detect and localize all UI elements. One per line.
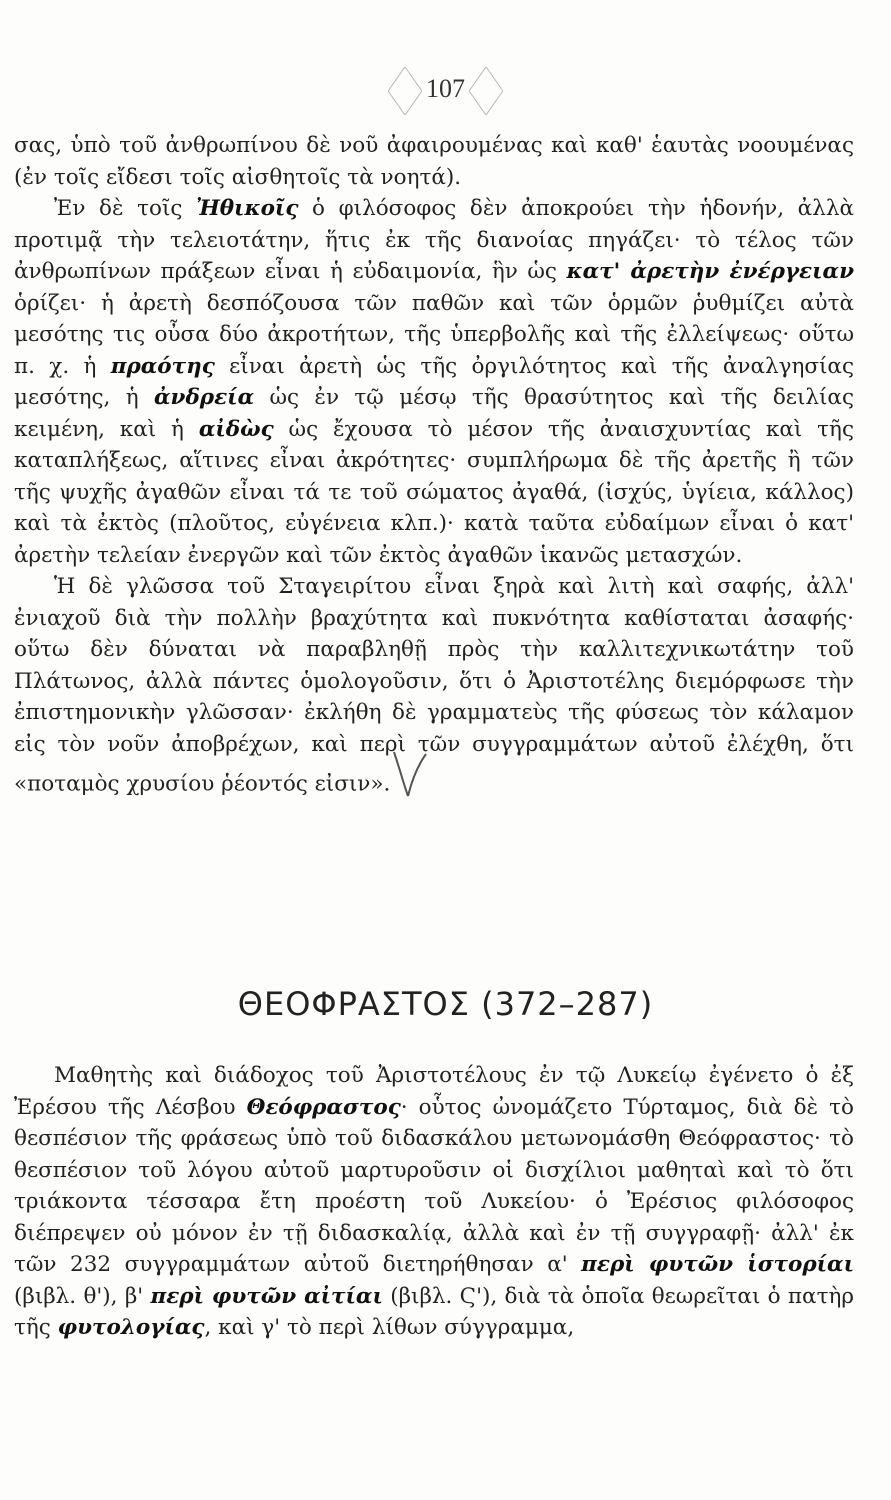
term-gentleness: πραότης [110,353,215,379]
page-number-text: 107 [426,74,465,103]
page-number [0,74,891,106]
term-modesty: αἰδὼς [198,416,274,442]
term-theophrastus: Θεόφραστος [246,1094,401,1120]
stamp-mark-right [469,66,504,116]
title-plant-history: περὶ φυτῶν ἱστορίαι [581,1252,854,1277]
paragraph-forms: σας, ὑπὸ τοῦ ἀνθρωπίνου δὲ νοῦ ἀφαιρουμένας καὶ καθ' ἑαυτὰς νοουμένας (ἐν τοῖς εἴδεσι τοῖς αἰσθητοῖς τὰ νοητά). [14,133,854,190]
term-courage: ἀνδρεία [154,385,255,410]
theophrastus-text [14,1060,854,1344]
paragraph-language: Ἡ δὲ γλῶσσα τοῦ Σταγειρίτου εἶναι ξηρὰ καὶ λιτὴ καὶ σαφής, ἀλλ' ἐνιαχοῦ διὰ τὴν πολλὴν βραχύτητα καὶ πυκνότητα καθίσταται ἀσαφής· οὕτω δὲν δύναται νὰ παραβληθῇ πρὸς τὴν καλλιτεχνικωτάτην τοῦ Πλάτωνος, ἀλλὰ πάντες ὁμολογοῦσιν, ὅτι ὁ Ἀριστοτέλης διεμόρφωσε τὴν ἐπιστημονικὴν γλῶσσαν· ἐκλήθη δὲ γραμματεὺς τῆς φύσεως τὸν κάλαμον εἰς τὸν νοῦν ἀποβρέχων, καὶ περὶ τῶν συγγραμμάτων αὐτοῦ ἐλέχθη, ὅτι «ποταμὸς χρυσίου ῥέοντός εἰσιν». [14,571,854,800]
section-title-theophrastus: ΘΕΟΦΡΑΣΤΟΣ (372–287) [237,985,654,1023]
term-virtue-activity: κατ' ἀρετὴν ἐνέργειαν [566,259,854,284]
handwritten-mark-icon [390,760,430,800]
aristotle-text [14,130,854,800]
term-phytology: φυτολογίας [57,1315,205,1340]
term-ethics: Ἠθικοῖς [196,196,299,221]
paragraph-theophrastus: Μαθητὴς καὶ διάδοχος τοῦ Ἀριστοτέλους ἐν τῷ Λυκείῳ ἐγένετο ὁ ἐξ Ἐρέσου τῆς Λέσβου Θεόφραστος· οὗτος ὠνομάζετο Τύρταμος, διὰ δὲ τὸ θεσπέσιον τῆς φράσεως ὑπὸ τοῦ διδασκάλου μετωνομάσθη Θεόφραστος· τὸ θεσπέσιον τοῦ λόγου αὐτοῦ μαρτυροῦσιν οἱ δισχίλιοι μαθηταὶ καὶ τὸ ὅτι τριάκοντα τέσσαρα ἔτη προέστη τοῦ Λυκείου· ὁ Ἐρέσιος φιλόσοφος διέπρεψεν οὐ μόνον ἐν τῇ διδασκαλίᾳ, ἀλλὰ καὶ ἐν τῇ συγγραφῇ· ἀλλ' ἐκ τῶν 232 συγγραμμάτων αὐτοῦ διετηρήθησαν α' περὶ φυτῶν ἱστορίαι (βιβλ. θ'), β' περὶ φυτῶν αἰτίαι (βιβλ. Ϛ'), διὰ τὰ ὁποῖα θεωρεῖται ὁ πατὴρ τῆς φυτολογίας, καὶ γ' τὸ περὶ λίθων σύγγραμμα, [14,1063,854,1340]
stamp-mark-left [388,66,423,116]
title-plant-causes: περὶ φυτῶν αἰτίαι [150,1283,383,1309]
paragraph-ethics: Ἐν δὲ τοῖς Ἠθικοῖς ὁ φιλόσοφος δὲν ἀποκρούει τὴν ἡδονήν, ἀλλὰ προτιμᾷ τὴν τελειοτάτην, ἥτις ἐκ τῆς διανοίας πηγάζει· τὸ τέλος τῶν ἀνθρωπίνων πράξεων εἶναι ἡ εὐδαιμονία, ἣν ὡς κατ' ἀρετὴν ἐνέργειαν ὁρίζει· ἡ ἀρετὴ δεσπόζουσα τῶν παθῶν καὶ τῶν ὁρμῶν ῥυθμίζει αὐτὰ μεσότης τις οὖσα δύο ἀκροτήτων, τῆς ὑπερβολῆς καὶ τῆς ἐλλείψεως· οὕτω π. χ. ἡ πραότης εἶναι ἀρετὴ ὡς τῆς ὀργιλότητος καὶ τῆς ἀναλγησίας μεσότης, ἡ ἀνδρεία ὡς ἐν τῷ μέσῳ τῆς θρασύτητος καὶ τῆς δειλίας κειμένη, καὶ ἡ αἰδὼς ὡς ἔχουσα τὸ μέσον τῆς ἀναισχυντίας καὶ τῆς καταπλήξεως, αἵτινες εἶναι ἀκρότητες· συμπλήρωμα δὲ τῆς ἀρετῆς ἢ τῶν τῆς ψυχῆς ἀγαθῶν εἶναι τά τε τοῦ σώματος ἀγαθά, (ἰσχύς, ὑγίεια, κάλλος) καὶ τὰ ἐκτὸς (πλοῦτος, εὐγένεια κλπ.)· κατὰ ταῦτα εὐδαίμων εἶναι ὁ κατ' ἀρετὴν τελείαν ἐνεργῶν καὶ τῶν ἐκτὸς ἀγαθῶν ἱκανῶς μετασχών. [14,196,854,568]
